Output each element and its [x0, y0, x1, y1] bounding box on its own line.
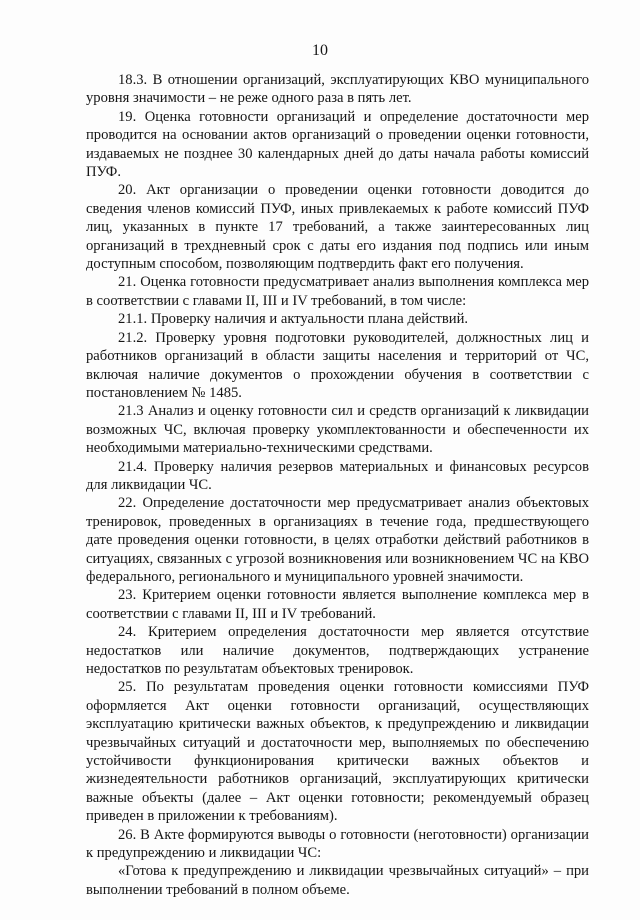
- paragraph-19: 19. Оценка готовности организаций и определение достаточности мер проводится на основании актов организаций о проведении оценки готовности, издаваемых не позднее 30 календарных дней до даты начала работы комиссий ПУФ.: [86, 108, 589, 181]
- paragraph-21-4: 21.4. Проверку наличия резервов материальных и финансовых ресурсов для ликвидации ЧС.: [86, 458, 589, 493]
- paragraph-21-2: 21.2. Проверку уровня подготовки руководителей, должностных лиц и работников организаций в области защиты населения и территорий от ЧС, включая наличие документов о прохождении обучения в соответствии с постановлением № 1485.: [86, 329, 589, 401]
- paragraph-21-3: 21.3 Анализ и оценку готовности сил и средств организаций к ликвидации возможных ЧС, включая проверку укомплектованности и обеспеченности их необходимыми материально-техническими средствами.: [86, 403, 589, 457]
- paragraph-25: 25. По результатам проведения оценки готовности комиссиями ПУФ оформляется Акт оценки готовности организаций, осуществляющих эксплуатацию критически важных объектов, к предупреждению и ликвидации чрезвычайных ситуаций и достаточности мер, выполняемых по обеспечению устойчивости функционирования критически важных объектов и жизнедеятельности работников организаций, эксплуатирующих критически важные объекты (далее – Акт оценки готовности; рекомендуемый образец приведен в приложении к требованиям).: [86, 679, 589, 825]
- paragraph-26: 26. В Акте формируются выводы о готовности (неготовности) организации к предупреждению и ликвидации ЧС:: [86, 826, 589, 862]
- paragraph-20: 20. Акт организации о проведении оценки готовности доводится до сведения членов комиссий ПУФ, иных привлекаемых к работе комиссий ПУФ лиц, указанных в пункте 17 требований, а также заинтересованных лиц организаций в трехдневный срок с даты его издания под подпись или иным доступным способом, позволяющим подтвердить факт его получения.: [86, 182, 589, 273]
- paragraph-24: 24. Критерием определения достаточности мер является отсутствие недостатков или наличие документов, подтверждающих устранение недостатков по результатам объектовых тренировок.: [86, 624, 589, 677]
- page-number: 10: [312, 42, 328, 59]
- paragraph-23: 23. Критерием оценки готовности является выполнение комплекса мер в соответствии с главами II, III и IV требований.: [86, 587, 589, 622]
- paragraph-22: 22. Определение достаточности мер предусматривает анализ объектовых тренировок, проведенных в организациях в течение года, предшествующего дате проведения оценки готовности, в целях отработки действий работников в ситуациях, связанных с угрозой возникновения или возникновением ЧС на КВО федерального, регионального и муниципального уровней значимости.: [86, 495, 589, 585]
- paragraph-21-1: 21.1. Проверку наличия и актуальности плана действий.: [118, 311, 469, 328]
- document-body: [86, 71, 589, 899]
- paragraph-21: 21. Оценка готовности предусматривает анализ выполнения комплекса мер в соответствии с главами II, III и IV требований, в том числе:: [86, 274, 589, 309]
- paragraph-26-ready: «Готова к предупреждению и ликвидации чрезвычайных ситуаций» – при выполнении требований в полном объеме.: [86, 863, 589, 898]
- paragraph-18-3: 18.3. В отношении организаций, эксплуатирующих КВО муниципального уровня значимости – не реже одного раза в пять лет.: [86, 72, 589, 107]
